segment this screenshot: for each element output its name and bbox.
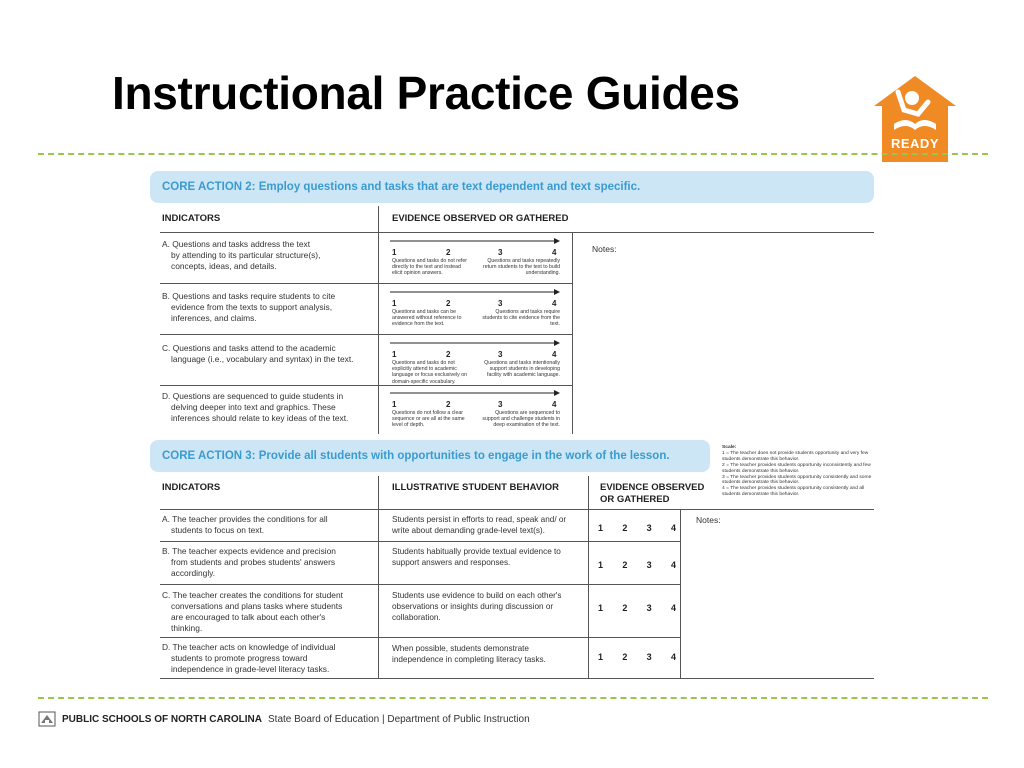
ca2-rating-a	[390, 235, 562, 279]
scale-high-desc: Questions are sequenced to support and challenge students in deep examination of the text.	[482, 410, 560, 429]
indicator-line: B. The teacher expects evidence and precision	[162, 546, 336, 556]
scale-1: 1	[392, 400, 397, 409]
ca3-col-divider	[378, 476, 379, 679]
top-divider	[38, 153, 988, 155]
indicator-line: are encouraged to talk about each other's	[171, 612, 326, 622]
indicator-line: C. Questions and tasks attend to the academic	[162, 343, 336, 353]
scale-2: 2	[622, 652, 628, 662]
ca2-indicator-d	[162, 391, 374, 424]
row-rule	[160, 385, 572, 386]
scale-low-desc: Questions and tasks can be answered without reference to evidence from the text.	[392, 309, 462, 328]
ca2-indicator-c	[162, 343, 374, 365]
scale-3: 3	[498, 400, 503, 409]
scale-4: 4	[552, 350, 557, 359]
ca3-scale-d	[598, 652, 676, 662]
ca2-evidence-header: EVIDENCE OBSERVED OR GATHERED	[392, 213, 569, 224]
ca2-notes-divider	[572, 233, 573, 434]
ca3-scale-c	[598, 603, 676, 613]
bottom-divider	[38, 697, 988, 699]
row-rule	[160, 541, 680, 542]
scale-3: 3	[498, 299, 503, 308]
indicator-line: students to promote progress toward	[171, 653, 308, 663]
scale-high-desc: Questions and tasks require students to cite evidence from the text.	[482, 309, 560, 328]
scale-2: 2	[446, 350, 451, 359]
ca2-rating-c	[390, 337, 562, 385]
scale-2: 2	[622, 560, 628, 570]
scale-4: 4	[670, 603, 676, 613]
scale-2: 2	[446, 400, 451, 409]
scale-1: 1	[598, 523, 604, 533]
scale-2: 2	[622, 603, 628, 613]
ca2-header-rule	[160, 232, 874, 233]
core-action-2-title: CORE ACTION 2: Employ questions and tasks that are text dependent and text specific.	[150, 171, 874, 203]
scale-key-item: 3 = The teacher provides students opportunity consistently and some students demonstrate this behavior.	[722, 474, 872, 486]
scale-1: 1	[598, 652, 604, 662]
indicator-line: delving deeper into text and graphics. These	[171, 402, 336, 412]
indicator-line: A. The teacher provides the conditions for all	[162, 514, 328, 524]
ca3-indicator-a	[162, 514, 374, 536]
scale-key-item: 2 = The teacher provides students opportunity inconsistently and few students demonstrate this behavior.	[722, 462, 871, 474]
footer	[38, 711, 530, 727]
row-rule	[160, 334, 572, 335]
scale-1: 1	[598, 603, 604, 613]
scale-3: 3	[646, 603, 652, 613]
scale-arrow-icon	[390, 339, 560, 347]
indicator-line: B. Questions and tasks require students to cite	[162, 291, 336, 301]
indicator-line: A. Questions and tasks address the text	[162, 239, 311, 249]
scale-1: 1	[392, 248, 397, 257]
scale-1: 1	[392, 350, 397, 359]
scale-key-title: Scale:	[722, 445, 737, 450]
scale-4: 4	[552, 248, 557, 257]
ca2-indicators-header: INDICATORS	[162, 213, 221, 224]
indicator-line: students to focus on text.	[171, 525, 265, 535]
scale-arrow-icon	[390, 288, 560, 296]
scale-4: 4	[670, 560, 676, 570]
ca3-scale-a	[598, 523, 676, 533]
indicator-line: accordingly.	[171, 568, 216, 578]
scale-low-desc: Questions and tasks do not refer directly to the text and instead elicit opinion answers.	[392, 258, 467, 277]
row-rule	[160, 584, 680, 585]
indicator-line: from students and probes students' answers	[171, 557, 336, 567]
row-rule	[160, 637, 680, 638]
ca3-evidence-header-2: OR GATHERED	[600, 494, 670, 505]
ca3-behavior-b: Students habitually provide textual evidence to support answers and responses.	[392, 547, 561, 567]
ca2-indicator-a	[162, 239, 374, 272]
ca3-col-divider	[588, 476, 589, 679]
scale-key-item: 4 = The teacher provides students opportunity consistently and all students demonstrate this behavior.	[722, 486, 865, 498]
indicator-line: D. Questions are sequenced to guide students in	[162, 391, 344, 401]
scale-2: 2	[446, 299, 451, 308]
ca3-indicators-header: INDICATORS	[162, 482, 221, 493]
scale-arrow-icon	[390, 389, 560, 397]
ca3-behavior-header: ILLUSTRATIVE STUDENT BEHAVIOR	[392, 482, 559, 493]
ca3-header-rule	[160, 509, 874, 510]
scale-high-desc: Questions and tasks intentionally support students in developing facility with academic language.	[484, 360, 560, 379]
scale-3: 3	[646, 523, 652, 533]
ca3-indicator-b	[162, 546, 374, 579]
ca3-behavior-a: Students persist in efforts to read, speak and/ or write about demanding grade-level text(s).	[392, 515, 567, 535]
indicator-line: D. The teacher acts on knowledge of individual	[162, 642, 336, 652]
indicator-line: by attending to its particular structure(s),	[171, 250, 321, 260]
ca3-indicator-c	[162, 590, 374, 634]
ca2-rating-b	[390, 286, 562, 330]
scale-2: 2	[446, 248, 451, 257]
indicator-line: inferences should relate to key ideas of the text.	[171, 413, 349, 423]
ca3-behavior-d: When possible, students demonstrate independence in completing literacy tasks.	[392, 644, 546, 664]
ca2-indicator-b	[162, 291, 374, 324]
indicator-line: independence in grade-level literacy tasks.	[171, 664, 330, 674]
table-bottom-rule	[160, 678, 874, 679]
scale-key	[722, 445, 882, 498]
scale-3: 3	[498, 248, 503, 257]
logo-text: READY	[890, 136, 939, 151]
ca3-scale-b	[598, 560, 676, 570]
indicator-line: C. The teacher creates the conditions for student	[162, 590, 343, 600]
scale-2: 2	[622, 523, 628, 533]
scale-3: 3	[646, 652, 652, 662]
scale-4: 4	[552, 299, 557, 308]
ca3-behavior-c: Students use evidence to build on each other's observations or insights during discussion or collaboration.	[392, 591, 562, 622]
core-action-3-title: CORE ACTION 3: Provide all students with opportunities to engage in the work of the lesson.	[150, 440, 710, 472]
indicator-line: evidence from the texts to support analysis,	[171, 302, 333, 312]
footer-dept: State Board of Education | Department of Public Instruction	[268, 713, 530, 725]
slide-title: Instructional Practice Guides	[112, 67, 740, 119]
ca2-col-divider	[378, 206, 379, 434]
ca3-evidence-header-1: EVIDENCE OBSERVED	[600, 482, 705, 493]
row-rule	[160, 283, 572, 284]
scale-4: 4	[552, 400, 557, 409]
scale-high-desc: Questions and tasks repeatedly return students to the text to build understanding.	[483, 258, 560, 277]
ca2-rating-d	[390, 387, 562, 431]
scale-arrow-icon	[390, 237, 560, 245]
ca3-notes-divider	[680, 509, 681, 679]
indicator-line: thinking.	[171, 623, 203, 633]
ca2-notes-label: Notes:	[592, 244, 617, 254]
scale-low-desc: Questions do not follow a clear sequence or are all at the same level of depth.	[392, 410, 465, 429]
scale-1: 1	[598, 560, 604, 570]
indicator-line: concepts, ideas, and details.	[171, 261, 277, 271]
ca3-indicator-d	[162, 642, 374, 675]
scale-1: 1	[392, 299, 397, 308]
state-seal-icon	[38, 711, 56, 727]
scale-low-desc: Questions and tasks do not explicitly attend to academic language or focus exclusively on domain-specific vocabulary.	[392, 360, 467, 385]
indicator-line: conversations and plans tasks where students	[171, 601, 343, 611]
scale-4: 4	[670, 652, 676, 662]
scale-3: 3	[498, 350, 503, 359]
footer-org: PUBLIC SCHOOLS OF NORTH CAROLINA	[62, 713, 262, 725]
ca3-notes-label: Notes:	[696, 515, 721, 525]
scale-3: 3	[646, 560, 652, 570]
scale-4: 4	[670, 523, 676, 533]
indicator-line: inferences, and claims.	[171, 313, 257, 323]
indicator-line: language (i.e., vocabulary and syntax) in the text.	[171, 354, 354, 364]
scale-key-item: 1 = The teacher does not provide students opportunity and very few students demonstrate this behavior.	[722, 450, 869, 462]
